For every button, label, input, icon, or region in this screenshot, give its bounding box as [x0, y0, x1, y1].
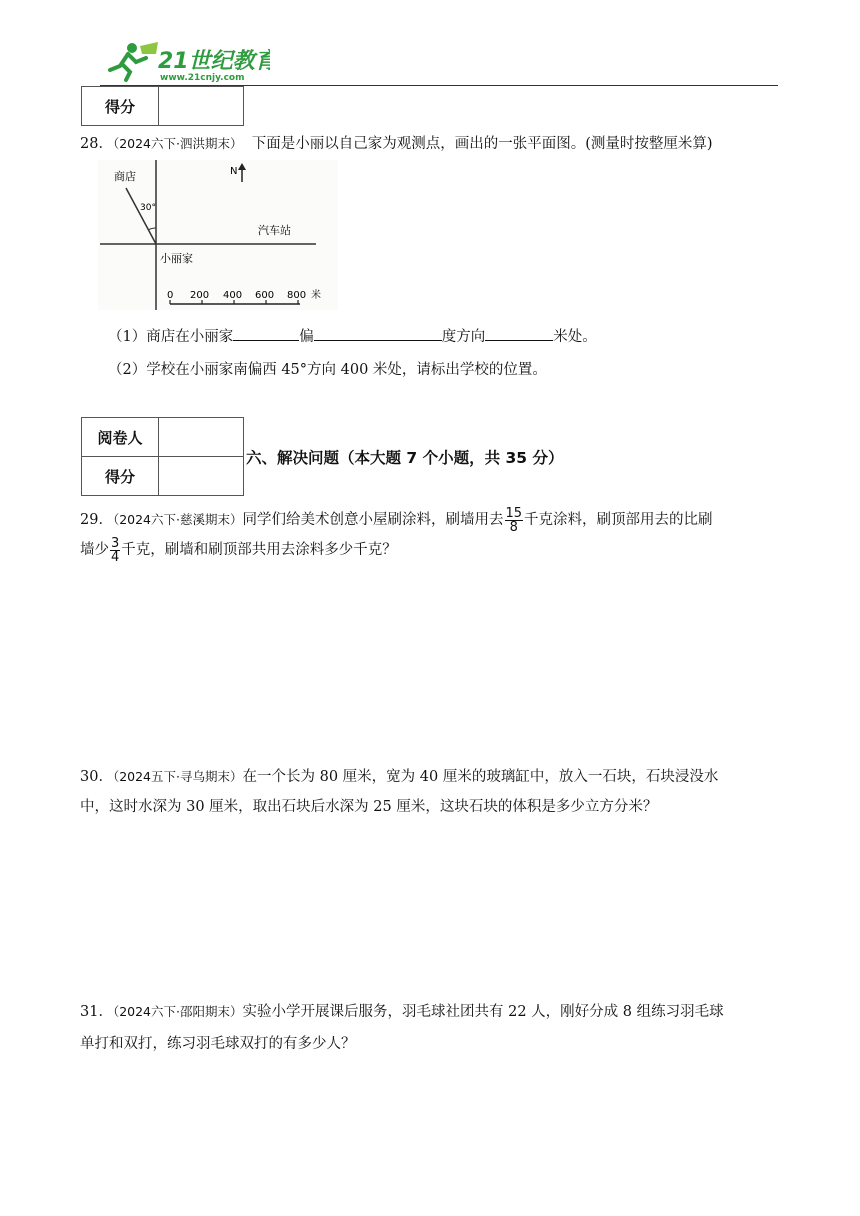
q28-sub2: （2）学校在小丽家南偏西 45°方向 400 米处，请标出学校的位置。	[108, 362, 547, 378]
answer-blank-distance[interactable]	[485, 326, 553, 341]
score-box-top	[81, 86, 244, 126]
question-31: 31．（2024六下·邵阳期末）实验小学开展课后服务，羽毛球社团共有 22 人，刚好分成 8 组练习羽毛球 单打和双打，练习羽毛球双打的有多少人？	[80, 1004, 724, 1052]
fraction-15-8: $\frac{15}{8}$	[505, 505, 523, 535]
q28-text: 下面是小丽以自己家为观测点，画出的一张平面图。(测量时按整厘米算)	[251, 136, 713, 152]
scale-tick-800: 800	[287, 290, 307, 301]
station-label: 汽车站	[258, 224, 291, 237]
logo-sub: www.21cnjy.com	[160, 73, 245, 83]
map-figure	[98, 160, 338, 310]
north-label: N	[230, 166, 238, 177]
scale-tick-600: 600	[255, 290, 275, 301]
answer-blank-direction2[interactable]	[314, 326, 442, 341]
score-label: 得分	[82, 457, 159, 496]
home-label: 小丽家	[160, 252, 193, 265]
site-logo	[100, 40, 270, 84]
scale-tick-0: 0	[167, 290, 174, 301]
question-30: 30．（2024五下·寻乌期末）在一个长为 80 厘米，宽为 40 厘米的玻璃缸中，放入一石块，石块浸没水 中，这时水深为 30 厘米，取出石块后水深为 25 厘米，这块石块的体积是多少立方分米？	[80, 769, 719, 815]
reviewer-cell[interactable]	[159, 418, 244, 457]
score-label: 得分	[82, 87, 159, 126]
question-28	[80, 134, 780, 154]
logo-text: 21世纪教育	[158, 49, 270, 74]
shop-label: 商店	[114, 170, 136, 183]
answer-blank-direction[interactable]	[233, 326, 299, 341]
scale-tick-400: 400	[223, 290, 243, 301]
q28-number: 28．	[80, 136, 113, 152]
shop-direction-line	[126, 188, 156, 244]
section-6-title: 六、解决问题（本大题 7 个小题，共 35 分）	[246, 449, 564, 467]
scale-tick-200: 200	[190, 290, 210, 301]
angle-label: 30°	[140, 203, 156, 213]
north-arrow-icon	[238, 163, 246, 170]
scale-unit: 米	[311, 290, 321, 301]
question-29: 29．（2024六下·慈溪期末）同学们给美术创意小屋刷涂料，刷墙用去 $\frac{15}{8}$ 千克涂料，刷顶部用去的比刷 墙少 $\frac{3}{4}$ 千克，刷墙和刷顶部共用去涂料多少千克？	[80, 505, 713, 565]
score-box-section6	[81, 417, 244, 496]
score-cell[interactable]	[159, 87, 244, 126]
fraction-3-4: $\frac{3}{4}$	[111, 535, 120, 565]
reviewer-label: 阅卷人	[82, 418, 159, 457]
runner-logo-icon	[110, 42, 158, 80]
q28-sub1: （1）商店在小丽家 偏 度方向 米处。	[108, 326, 788, 347]
score-cell[interactable]	[159, 457, 244, 496]
q28-source: （2024六下·泗洪期末）	[112, 136, 243, 151]
